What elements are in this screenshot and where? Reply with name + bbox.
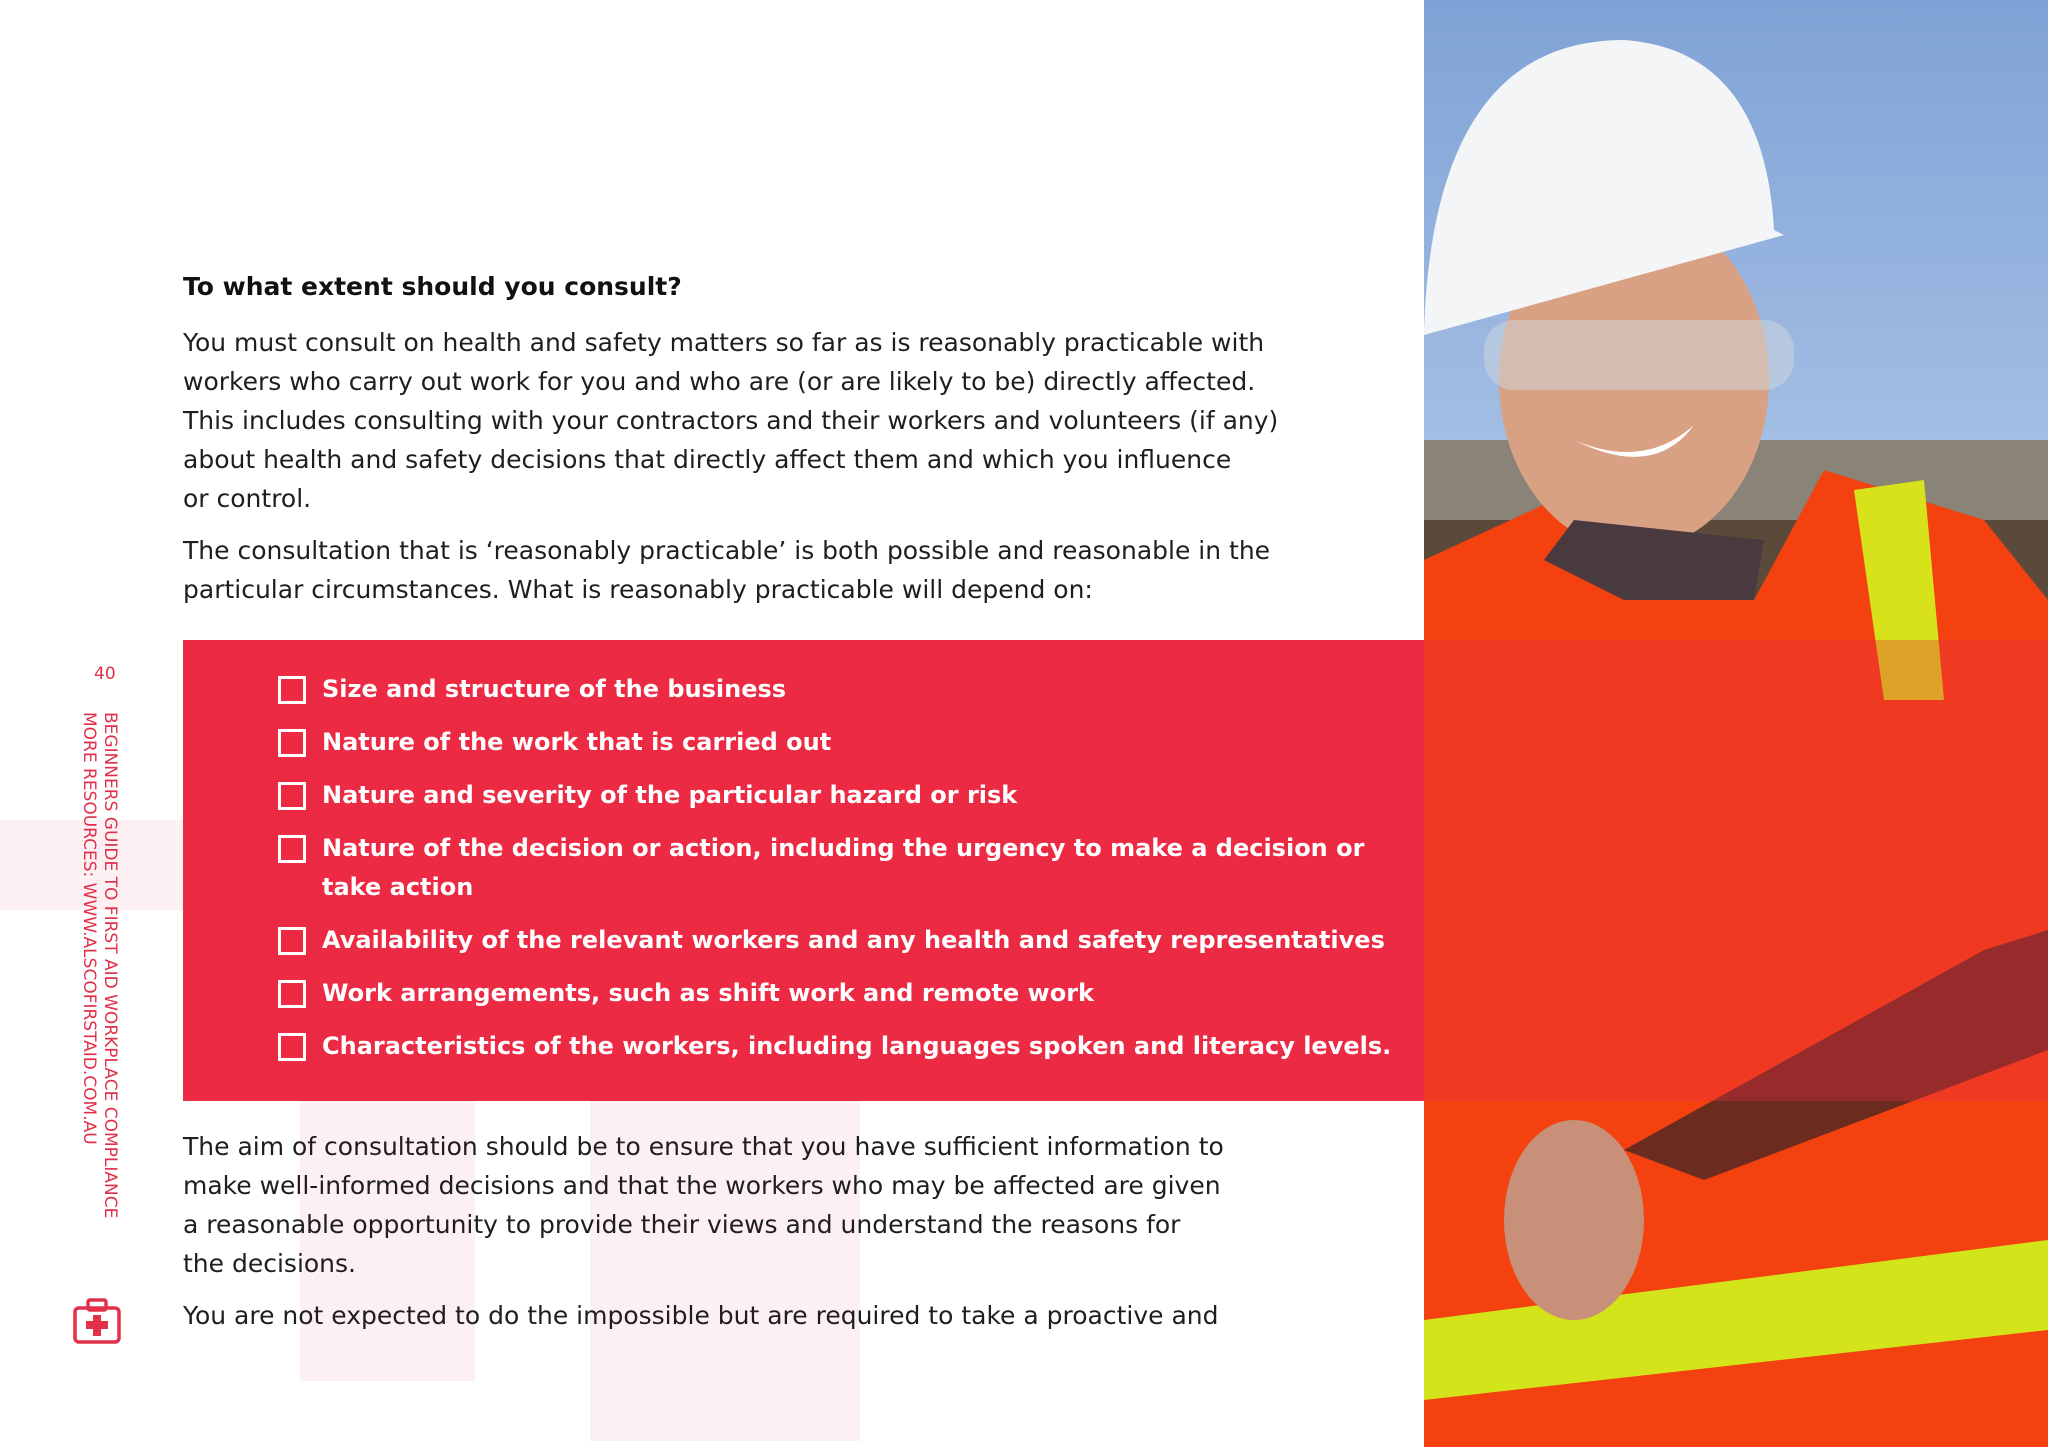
checklist-label: Nature of the work that is carried out bbox=[322, 728, 832, 756]
text-line: or control. bbox=[183, 484, 312, 513]
text-line: workers who carry out work for you and who are (or are likely to be) directly affected. bbox=[183, 367, 1256, 396]
checklist-label: take action bbox=[322, 873, 474, 901]
checklist-panel bbox=[183, 640, 1424, 1101]
checklist-item bbox=[278, 921, 1385, 960]
worker-photo bbox=[1424, 0, 2048, 1447]
checklist-item bbox=[278, 776, 1017, 815]
sidebar-vertical-text bbox=[78, 712, 120, 1218]
text-line: You are not expected to do the impossible but are required to take a proactive and bbox=[183, 1301, 1219, 1330]
checklist-item bbox=[278, 974, 1094, 1013]
checklist-item bbox=[278, 670, 786, 709]
checkbox-icon[interactable] bbox=[278, 835, 306, 863]
text-line: The consultation that is ‘reasonably practicable’ is both possible and reasonable in the bbox=[183, 536, 1271, 565]
paragraph-2 bbox=[183, 531, 1270, 609]
checklist-label: Availability of the relevant workers and any health and safety representatives bbox=[322, 926, 1385, 954]
checklist-label: Size and structure of the business bbox=[322, 675, 787, 703]
checkbox-icon[interactable] bbox=[278, 782, 306, 810]
checklist-label: Characteristics of the workers, including languages spoken and literacy levels. bbox=[322, 1032, 1392, 1060]
checkbox-icon[interactable] bbox=[278, 927, 306, 955]
text-line: You must consult on health and safety matters so far as is reasonably practicable with bbox=[183, 328, 1265, 357]
section-heading: To what extent should you consult? bbox=[183, 272, 682, 301]
checkbox-icon[interactable] bbox=[278, 980, 306, 1008]
checklist-label: Nature of the decision or action, including the urgency to make a decision or bbox=[322, 834, 1365, 862]
first-aid-kit-icon bbox=[72, 1298, 122, 1350]
text-line: the decisions. bbox=[183, 1249, 356, 1278]
checkbox-icon[interactable] bbox=[278, 676, 306, 704]
checklist-label: Work arrangements, such as shift work and remote work bbox=[322, 979, 1095, 1007]
paragraph-1 bbox=[183, 323, 1278, 518]
text-line: The aim of consultation should be to ensure that you have sufficient information to bbox=[183, 1132, 1224, 1161]
text-line: about health and safety decisions that directly affect them and which you influence bbox=[183, 445, 1232, 474]
checklist-label: Nature and severity of the particular hazard or risk bbox=[322, 781, 1018, 809]
resources-link[interactable]: MORE RESOURCES: WWW.ALSCOFIRSTAID.COM.AU bbox=[79, 712, 99, 1145]
checklist-item bbox=[278, 829, 1364, 907]
checklist-item bbox=[278, 1027, 1391, 1066]
paragraph-3 bbox=[183, 1127, 1224, 1283]
text-line: This includes consulting with your contractors and their workers and volunteers (if any) bbox=[183, 406, 1279, 435]
text-line: particular circumstances. What is reasonably practicable will depend on: bbox=[183, 575, 1093, 604]
checklist-item bbox=[278, 723, 831, 762]
text-line: make well-informed decisions and that the workers who may be affected are given bbox=[183, 1171, 1221, 1200]
checkbox-icon[interactable] bbox=[278, 1033, 306, 1061]
guide-title: BEGINNERS GUIDE TO FIRST AID WORKPLACE COMPLIANCE bbox=[100, 712, 120, 1219]
checkbox-icon[interactable] bbox=[278, 729, 306, 757]
paragraph-4 bbox=[183, 1296, 1219, 1335]
construction-worker-image bbox=[1424, 0, 2048, 1447]
page-number: 40 bbox=[94, 664, 116, 684]
text-line: a reasonable opportunity to provide their views and understand the reasons for bbox=[183, 1210, 1181, 1239]
